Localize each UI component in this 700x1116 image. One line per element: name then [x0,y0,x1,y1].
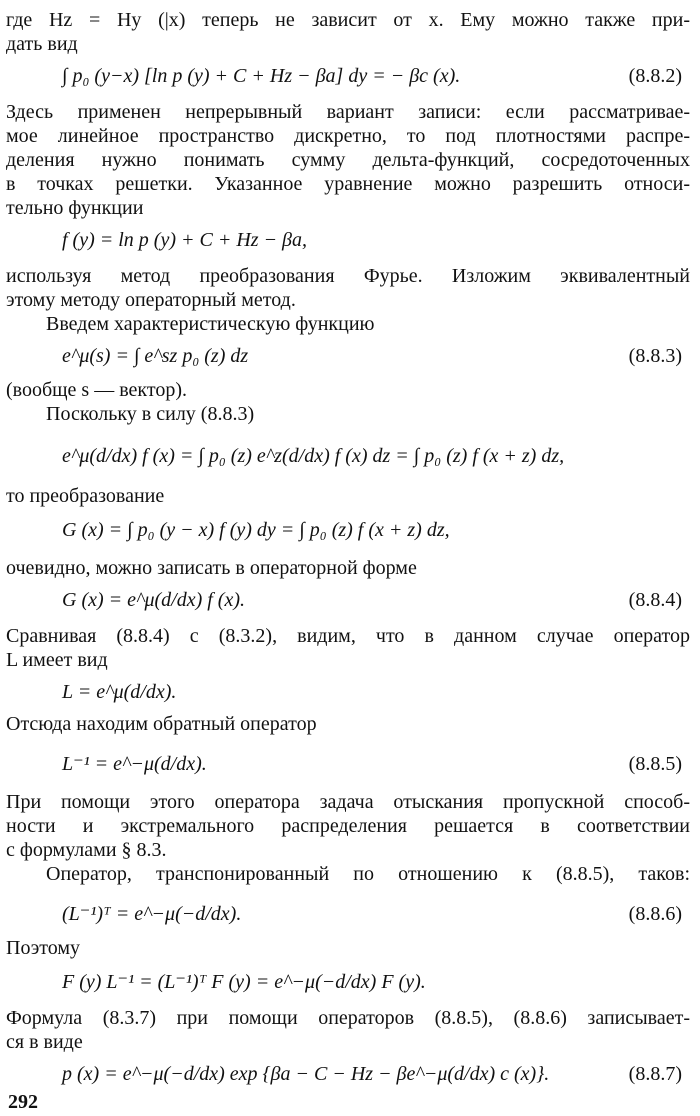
equation-row [0,586,700,614]
text-line: Здесь применен непрерывный вариант записи: если рассматривае- [6,101,690,123]
equation-row [0,226,700,254]
text-line: Формула (8.3.7) при помощи операторов (8.8.5), (8.8.6) записывает- [6,1007,690,1029]
equation-row [0,1060,700,1088]
equation-row [0,342,700,370]
equation: f (y) = ln p (y) + C + Hz − βa, [62,229,308,251]
equation-number: (8.8.3) [628,345,682,367]
equation: G (x) = ∫ p₀ (y − x) f (y) dy = ∫ p₀ (z) f (x + z) dz, [62,519,450,541]
text-line: в точках решетки. Указанное уравнение можно разрешить относи- [6,173,690,195]
equation: e^μ(s) = ∫ e^sz p₀ (z) dz [62,345,249,367]
equation-number: (8.8.6) [628,903,682,925]
equation-number: (8.8.2) [628,65,682,87]
text-line: где Hz = Hy (|x) теперь не зависит от x. Ему можно также при- [6,9,690,31]
text-line: дать вид [6,33,78,55]
text-line: мое линейное пространство дискретно, то под плотностями распре- [6,125,690,147]
equation-row [0,900,700,928]
text-line: ся в виде [6,1031,83,1053]
text-line: Сравнивая (8.8.4) с (8.3.2), видим, что в данном случае оператор [6,625,690,647]
text-line: деления нужно понимать сумму дельта-функций, сосредоточенных [6,149,690,171]
text-line: очевидно, можно записать в операторной форме [6,557,417,579]
equation-row [0,62,700,90]
equation-row [0,678,700,706]
text-line: используя метод преобразования Фурье. Изложим эквивалентный [6,265,690,287]
equation-row [0,968,700,996]
equation: p (x) = e^−μ(−d/dx) exp {βa − C − Hz − βe^−μ(d/dx) c (x)}. [62,1063,550,1085]
text-line: Отсюда находим обратный оператор [6,713,317,735]
equation-number: (8.8.5) [628,753,682,775]
equation: F (y) L⁻¹ = (L⁻¹)ᵀ F (y) = e^−μ(−d/dx) F (y). [62,971,426,993]
text-line: (вообще s — вектор). [6,379,187,401]
equation-number: (8.8.7) [628,1063,682,1085]
equation: L = e^μ(d/dx). [62,681,177,703]
equation: ∫ p₀ (y−x) [ln p (y) + C + Hz − βa] dy = − βc (x). [62,65,461,87]
equation-row [0,442,700,470]
equation-row [0,750,700,778]
text-line: Поэтому [6,937,81,959]
page-number: 292 [8,1091,38,1113]
text-line: этому методу операторный метод. [6,289,296,311]
equation: G (x) = e^μ(d/dx) f (x). [62,589,245,611]
text-line: Оператор, транспонированный по отношению к (8.8.5), таков: [46,863,690,885]
equation: (L⁻¹)ᵀ = e^−μ(−d/dx). [62,903,242,925]
text-line: с формулами § 8.3. [6,839,167,861]
text-line: L имеет вид [6,649,108,671]
text-line: При помощи этого оператора задача отыскания пропускной способ- [6,791,690,813]
text-line: то преобразование [6,485,165,507]
equation: e^μ(d/dx) f (x) = ∫ p₀ (z) e^z(d/dx) f (x) dz = ∫ p₀ (z) f (x + z) dz, [62,445,565,467]
equation: L⁻¹ = e^−μ(d/dx). [62,753,207,775]
text-line: Поскольку в силу (8.8.3) [46,403,255,425]
text-line: ности и экстремального распределения решается в соответствии [6,815,690,837]
text-line: тельно функции [6,197,144,219]
equation-row [0,516,700,544]
text-line: Введем характеристическую функцию [46,313,375,335]
equation-number: (8.8.4) [628,589,682,611]
